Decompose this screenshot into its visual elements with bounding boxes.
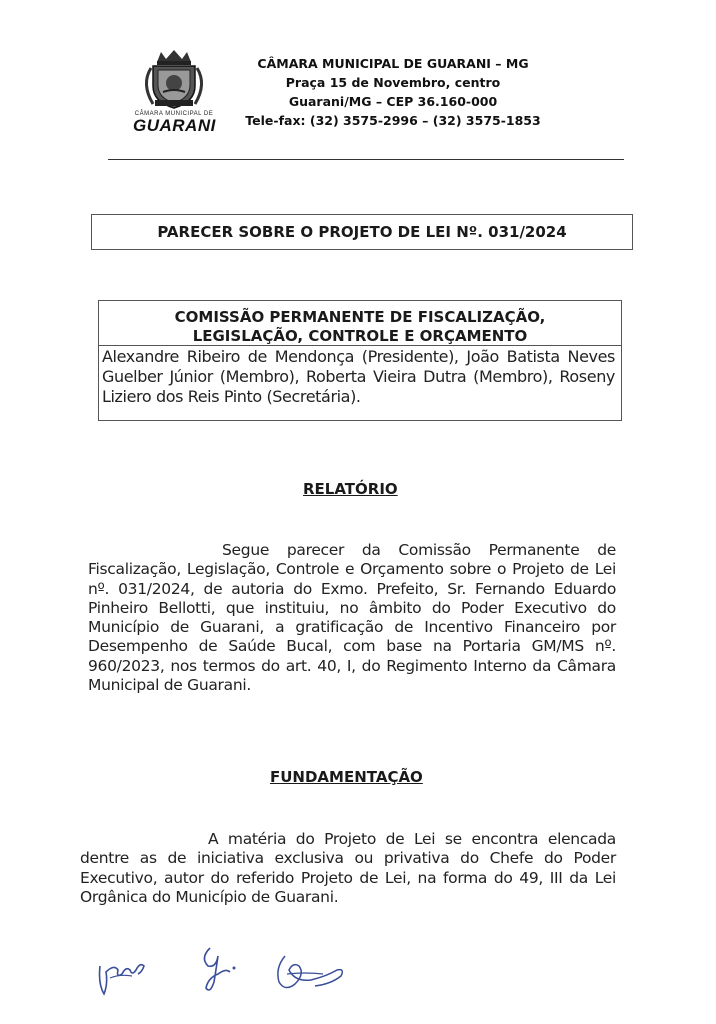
signature-3 bbox=[265, 948, 355, 998]
commission-title-line2: LEGISLAÇÃO, CONTROLE E ORÇAMENTO bbox=[192, 327, 528, 345]
coat-of-arms-icon bbox=[133, 48, 215, 110]
parecer-title: PARECER SOBRE O PROJETO DE LEI Nº. 031/2024 bbox=[157, 223, 567, 241]
commission-title-line1: COMISSÃO PERMANENTE DE FISCALIZAÇÃO, bbox=[174, 308, 546, 326]
letterhead-line: Praça 15 de Novembro, centro bbox=[285, 75, 501, 90]
relatorio-heading: RELATÓRIO bbox=[303, 480, 398, 498]
fundamentacao-paragraph: A matéria do Projeto de Lei se encontra elencada dentre as de iniciativa exclusiva ou privativa do Chefe do Poder Executivo, autor do referido Projeto de Lei, na forma do 49, III da Lei Orgânica do Município de Guarani. bbox=[80, 830, 616, 906]
commission-box bbox=[98, 300, 622, 421]
commission-members: Alexandre Ribeiro de Mendonça (Presidente), João Batista Neves Guelber Júnior (Membro), Roberta Vieira Dutra (Membro), Roseny Liziero dos Reis Pinto (Secretária). bbox=[102, 347, 615, 406]
signature-1 bbox=[92, 944, 152, 999]
fundamentacao-heading: FUNDAMENTAÇÃO bbox=[270, 768, 423, 786]
letterhead-line: Guarani/MG – CEP 36.160-000 bbox=[288, 94, 498, 109]
header-divider bbox=[108, 159, 624, 160]
letterhead bbox=[238, 54, 548, 130]
commission-divider bbox=[99, 345, 621, 346]
relatorio-paragraph: Segue parecer da Comissão Permanente de Fiscalização, Legislação, Controle e Orçamento sobre o Projeto de Lei nº. 031/2024, de autoria do Exmo. Prefeito, Sr. Fernando Eduardo Pinheiro Bellotti, que instituiu, no âmbito do Poder Executivo do Município de Guarani, a gratificação de Incentivo Financeiro por Desempenho de Saúde Bucal, com base na Portaria GM/MS nº. 960/2023, nos termos do art. 40, I, do Regimento Interno da Câmara Municipal de Guarani. bbox=[88, 541, 616, 695]
parecer-title-box bbox=[91, 214, 633, 250]
logo-title: GUARANI bbox=[133, 116, 216, 135]
signature-2 bbox=[196, 938, 246, 998]
letterhead-line: CÂMARA MUNICIPAL DE GUARANI – MG bbox=[257, 56, 529, 71]
letterhead-line: Tele-fax: (32) 3575-2996 – (32) 3575-1853 bbox=[245, 113, 541, 128]
logo-subtitle: CÂMARA MUNICIPAL DE bbox=[134, 111, 214, 117]
chamber-logo bbox=[133, 48, 215, 134]
